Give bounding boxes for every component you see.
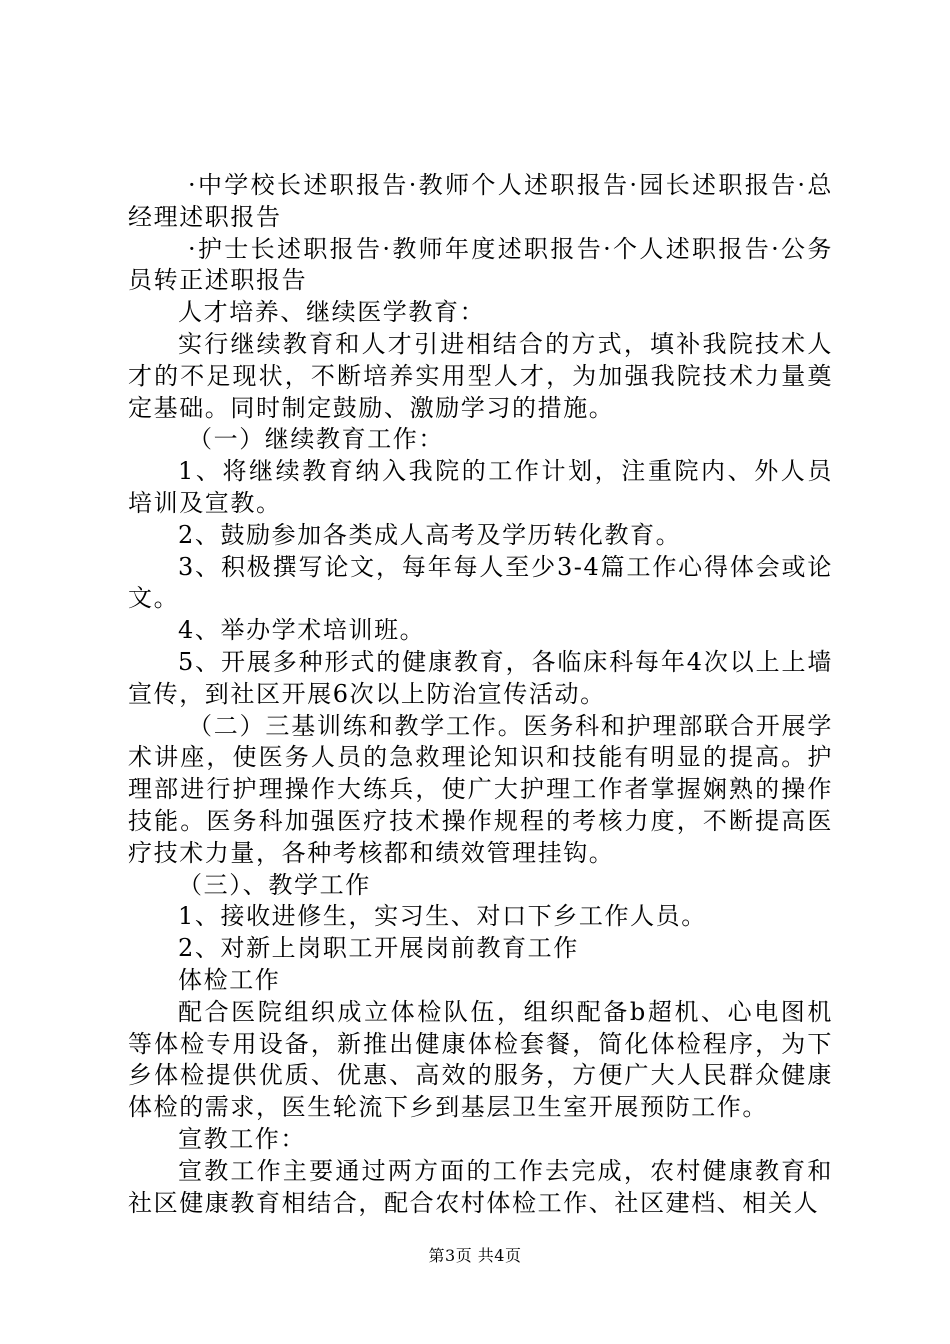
list-item-4: 4、举办学术培训班。 <box>178 616 426 645</box>
paragraph-three-basics: （二）三基训练和教学工作。医务科和护理部联合开展学术讲座，使医务人员的急救理论知识和技能有明显的提高。护理部进行护理操作大练兵，使广大护理工作者掌握娴熟的操作技能。医务科加强医疗技术操作规程的考核力度，不断提高医疗技术力量，各种考核都和绩效管理挂钩。 <box>128 711 833 867</box>
document-body <box>128 170 833 1219</box>
list-item-1: 1、将继续教育纳入我院的工作计划，注重院内、外人员培训及宣教。 <box>128 457 833 517</box>
paragraph-publicity: 宣教工作主要通过两方面的工作去完成，农村健康教育和社区健康教育相结合，配合农村体检工作、社区建档、相关人 <box>128 1156 833 1217</box>
teaching-item-1: 1、接收进修生，实习生、对口下乡工作人员。 <box>178 902 707 931</box>
section-heading-publicity: 宣教工作： <box>178 1124 306 1153</box>
list-item-3: 3、积极撰写论文，每年每人至少3-4篇工作心得体会或论文。 <box>128 552 833 613</box>
related-links-line-1: ·中学校长述职报告·教师个人述职报告·园长述职报告·总经理述职报告 <box>128 171 833 231</box>
section-heading-physical-exam: 体检工作 <box>178 965 281 994</box>
list-item-2: 2、鼓励参加各类成人高考及学历转化教育。 <box>178 520 682 549</box>
subheading-teaching: （三）、教学工作 <box>178 870 371 899</box>
related-links-line-2: ·护士长述职报告·教师年度述职报告·个人述职报告·公务员转正述职报告 <box>128 234 833 295</box>
subheading-continuing-education: （一）继续教育工作： <box>188 425 444 454</box>
teaching-item-2: 2、对新上岗职工开展岗前教育工作 <box>178 934 579 963</box>
list-item-5: 5、开展多种形式的健康教育，各临床科每年4次以上上墙宣传，到社区开展6次以上防治宣传活动。 <box>128 647 833 708</box>
paragraph-physical-exam: 配合医院组织成立体检队伍，组织配备b超机、心电图机等体检专用设备，新推出健康体检套餐，简化体检程序，为下乡体检提供优质、优惠、高效的服务，方便广大人民群众健康体检的需求，医生轮流下乡到基层卫生室开展预防工作。 <box>128 997 833 1122</box>
section-heading-talent: 人才培养、继续医学教育： <box>178 298 486 327</box>
page-footer: 第3页 共4页 <box>428 1246 522 1265</box>
paragraph-talent-intro: 实行继续教育和人才引进相结合的方式，填补我院技术人才的不足现状，不断培养实用型人才，为加强我院技术力量奠定基础。同时制定鼓励、激励学习的措施。 <box>128 329 833 422</box>
